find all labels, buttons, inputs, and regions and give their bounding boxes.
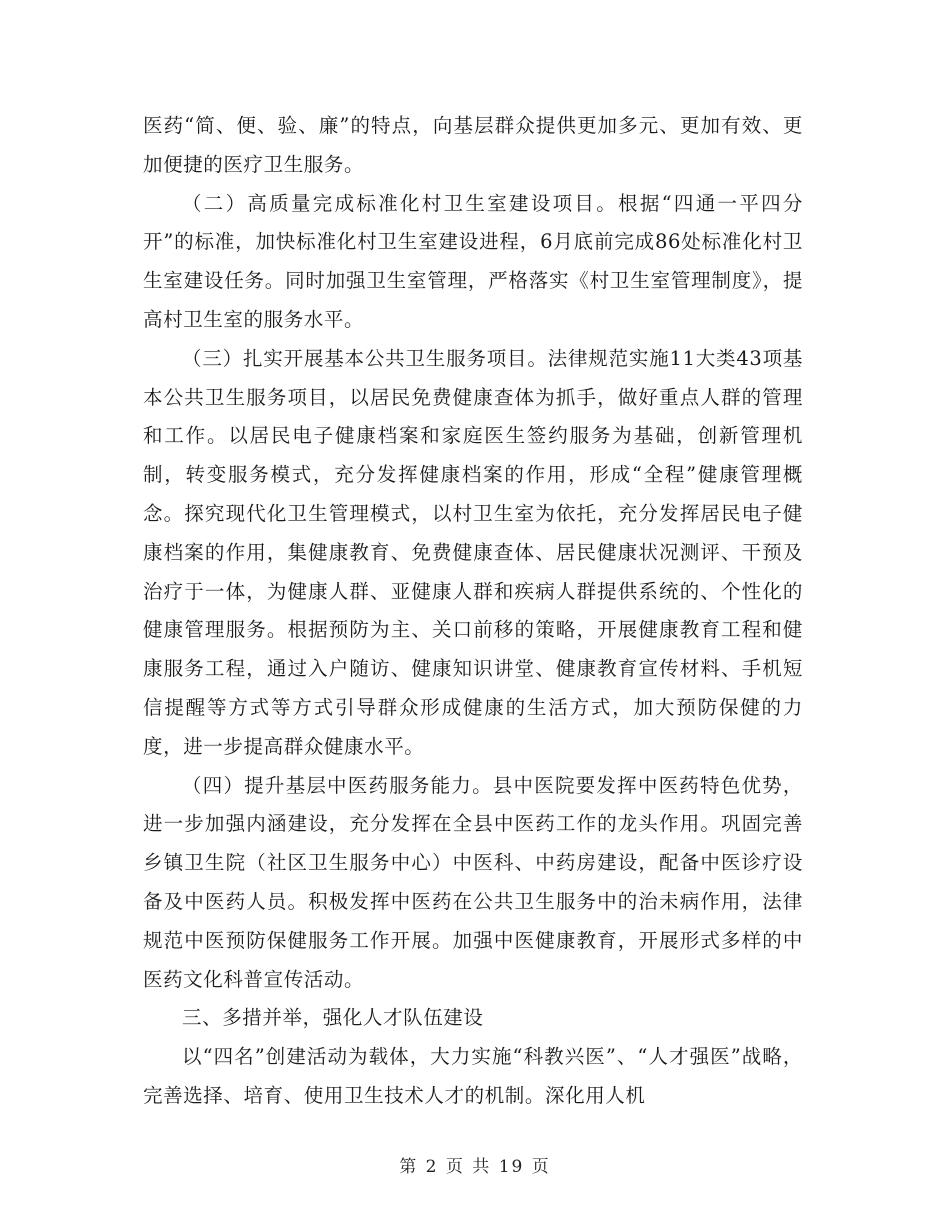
paragraph-tcm-service: （四）提升基层中医药服务能力。县中医院要发挥中医药特色优势，进一步加强内涵建设，充分发挥在全县中医药工作的龙头作用。巩固完善乡镇卫生院（社区卫生服务中心）中医科、中药房建设，配备中医诊疗设备及中医药人员。积极发挥中医药在公共卫生服务中的治未病作用，法律规范中医预防保健服务工作开展。加强中医健康教育，开展形式多样的中医药文化科普宣传活动。 <box>143 773 803 991</box>
document-body <box>143 107 803 1116</box>
paragraph-continuation: 医药“简、便、验、廉”的特点，向基层群众提供更加多元、更加有效、更加便捷的医疗卫生服务。 <box>143 114 803 176</box>
page-footer: 第 2 页 共 19 页 <box>399 1157 551 1177</box>
section-heading: 三、多措并举，强化人才队伍建设 <box>182 1006 484 1030</box>
paragraph-village-clinic: （二）高质量完成标准化村卫生室建设项目。根据“四通一平四分开”的标准，加快标准化村卫生室建设进程，6月底前完成86处标准化村卫生室建设任务。同时加强卫生室管理，严格落实《村卫生室管理制度》，提高村卫生室的服务水平。 <box>143 191 803 331</box>
paragraph-talent: 以“四名”创建活动为载体，大力实施“科教兴医”、“人才强医”战略，完善选择、培育、使用卫生技术人才的机制。深化用人机 <box>143 1045 803 1107</box>
paragraph-public-health: （三）扎实开展基本公共卫生服务项目。法律规范实施11大类43项基本公共卫生服务项目，以居民免费健康查体为抓手，做好重点人群的管理和工作。以居民电子健康档案和家庭医生签约服务为基础，创新管理机制，转变服务模式，充分发挥健康档案的作用，形成“全程”健康管理概念。探究现代化卫生管理模式，以村卫生室为依托，充分发挥居民电子健康档案的作用，集健康教育、免费健康查体、居民健康状况测评、干预及治疗于一体，为健康人群、亚健康人群和疾病人群提供系统的、个性化的健康管理服务。根据预防为主、关口前移的策略，开展健康教育工程和健康服务工程，通过入户随访、健康知识讲堂、健康教育宣传材料、手机短信提醒等方式等方式引导群众形成健康的生活方式，加大预防保健的力度，进一步提高群众健康水平。 <box>143 346 803 758</box>
